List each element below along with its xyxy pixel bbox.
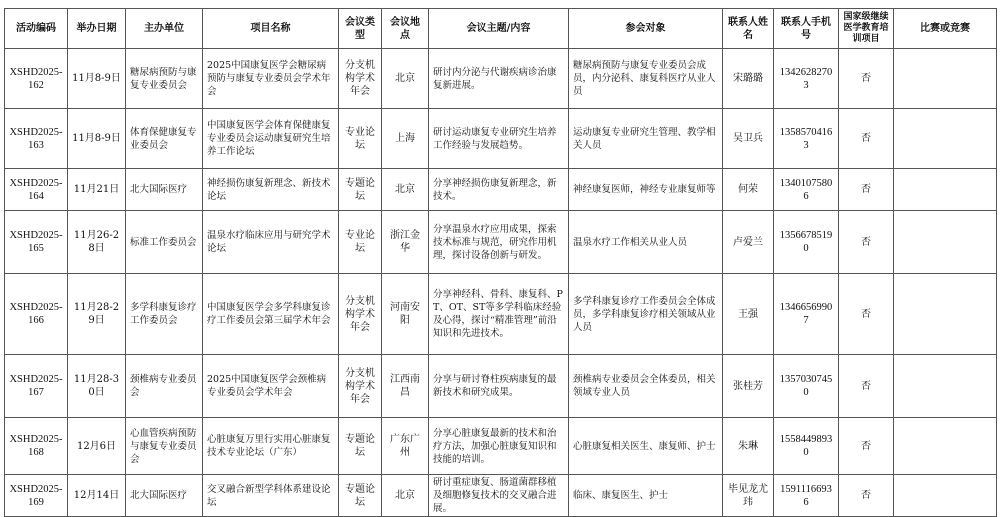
cell-audience: 颈椎病专业委员会全体委员，相关领域专业人员 <box>569 355 723 418</box>
cell-project: 中国康复医学会多学科康复诊疗工作委员会第三届学术年会 <box>203 274 339 355</box>
cell-competition <box>894 355 997 418</box>
cell-theme: 分享神经科、骨科、康复科、PT、OT、ST等多学科临床经验及心得，探讨“精准管理”前沿知识和先进技术。 <box>429 274 569 355</box>
cell-location: 北京 <box>382 169 429 211</box>
cell-date: 12月14日 <box>68 475 126 517</box>
cell-organizer: 多学科康复诊疗工作委员会 <box>126 274 203 355</box>
cell-national-cme: 否 <box>839 49 894 109</box>
table-row <box>5 418 997 475</box>
header-type: 会议类型 <box>339 9 382 49</box>
cell-theme: 分享心脏康复最新的技术和治疗方法，加强心脏康复知识和技能的培训。 <box>429 418 569 475</box>
cell-type: 专题论坛 <box>339 475 382 517</box>
cell-organizer: 北大国际医疗 <box>126 475 203 517</box>
cell-code: XSHD2025-167 <box>5 355 68 418</box>
cell-location: 江西南昌 <box>382 355 429 418</box>
cell-type: 专业论坛 <box>339 211 382 274</box>
cell-date: 11月21日 <box>68 169 126 211</box>
cell-theme: 分享与研讨脊柱疾病康复的最新技术和研究成果。 <box>429 355 569 418</box>
header-code: 活动编码 <box>5 9 68 49</box>
cell-date: 11月8-9日 <box>68 109 126 169</box>
table-row <box>5 274 997 355</box>
cell-type: 专题论坛 <box>339 169 382 211</box>
cell-national-cme: 否 <box>839 418 894 475</box>
cell-phone: 13401075806 <box>774 169 839 211</box>
cell-national-cme: 否 <box>839 475 894 517</box>
cell-date: 11月28-30日 <box>68 355 126 418</box>
cell-phone: 13566785190 <box>774 211 839 274</box>
cell-contact: 卢爱兰 <box>723 211 774 274</box>
cell-date: 11月26-28日 <box>68 211 126 274</box>
header-competition: 比赛或竞赛 <box>894 9 997 49</box>
cell-date: 11月8-9日 <box>68 49 126 109</box>
cell-project: 心脏康复万里行实用心脏康复技术专业论坛（广东） <box>203 418 339 475</box>
cell-type: 专题论坛 <box>339 418 382 475</box>
cell-code: XSHD2025-163 <box>5 109 68 169</box>
cell-phone: 13570307450 <box>774 355 839 418</box>
cell-theme: 研讨运动康复专业研究生培养工作经验与发展趋势。 <box>429 109 569 169</box>
cell-national-cme: 否 <box>839 211 894 274</box>
cell-organizer: 标准工作委员会 <box>126 211 203 274</box>
cell-contact: 何荣 <box>723 169 774 211</box>
cell-project: 温泉水疗临床应用与研究学术论坛 <box>203 211 339 274</box>
cell-competition <box>894 169 997 211</box>
table-row <box>5 355 997 418</box>
cell-national-cme: 否 <box>839 274 894 355</box>
header-date: 举办日期 <box>68 9 126 49</box>
cell-audience: 温泉水疗工作相关从业人员 <box>569 211 723 274</box>
cell-contact: 毕见龙尤玮 <box>723 475 774 517</box>
cell-competition <box>894 211 997 274</box>
cell-code: XSHD2025-162 <box>5 49 68 109</box>
table-row <box>5 109 997 169</box>
table-row <box>5 475 997 517</box>
header-phone: 联系人手机号 <box>774 9 839 49</box>
cell-national-cme: 否 <box>839 109 894 169</box>
cell-competition <box>894 274 997 355</box>
activity-table <box>4 8 997 517</box>
cell-organizer: 体育保健康复专业委员会 <box>126 109 203 169</box>
cell-phone: 13585704163 <box>774 109 839 169</box>
cell-code: XSHD2025-168 <box>5 418 68 475</box>
cell-competition <box>894 418 997 475</box>
cell-organizer: 糖尿病预防与康复专业委员会 <box>126 49 203 109</box>
cell-phone: 15911166936 <box>774 475 839 517</box>
cell-location: 浙江金华 <box>382 211 429 274</box>
cell-type: 分支机构学术年会 <box>339 49 382 109</box>
cell-contact: 张桂芳 <box>723 355 774 418</box>
cell-type: 专业论坛 <box>339 109 382 169</box>
cell-competition <box>894 49 997 109</box>
cell-location: 上海 <box>382 109 429 169</box>
cell-theme: 分享温泉水疗应用成果，探索技术标准与规范，研究作用机理，探讨设备创新与研发。 <box>429 211 569 274</box>
cell-location: 北京 <box>382 49 429 109</box>
cell-code: XSHD2025-165 <box>5 211 68 274</box>
header-theme: 会议主题/内容 <box>429 9 569 49</box>
cell-phone: 15584498930 <box>774 418 839 475</box>
cell-phone: 13426282703 <box>774 49 839 109</box>
cell-national-cme: 否 <box>839 169 894 211</box>
cell-organizer: 北大国际医疗 <box>126 169 203 211</box>
cell-contact: 吴卫兵 <box>723 109 774 169</box>
cell-type: 分支机构学术年会 <box>339 274 382 355</box>
cell-organizer: 颈椎病专业委员会 <box>126 355 203 418</box>
cell-project: 2025中国康复医学会糖尿病预防与康复专业委员会学术年会 <box>203 49 339 109</box>
cell-project: 2025中国康复医学会颈椎病专业委员会学术年会 <box>203 355 339 418</box>
cell-project: 交叉融合新型学科体系建设论坛 <box>203 475 339 517</box>
cell-code: XSHD2025-166 <box>5 274 68 355</box>
header-location: 会议地点 <box>382 9 429 49</box>
cell-date: 12月6日 <box>68 418 126 475</box>
cell-phone: 13466569907 <box>774 274 839 355</box>
cell-type: 分支机构学术年会 <box>339 355 382 418</box>
cell-audience: 糖尿病预防与康复专业委员会成员，内分泌科、康复科医疗从业人员 <box>569 49 723 109</box>
cell-audience: 心脏康复相关医生、康复师、护士 <box>569 418 723 475</box>
cell-location: 广东广州 <box>382 418 429 475</box>
table-row <box>5 211 997 274</box>
header-contact: 联系人姓名 <box>723 9 774 49</box>
cell-competition <box>894 109 997 169</box>
table-row <box>5 169 997 211</box>
cell-location: 北京 <box>382 475 429 517</box>
cell-audience: 神经康复医师，神经专业康复师等 <box>569 169 723 211</box>
cell-audience: 临床、康复医生、护士 <box>569 475 723 517</box>
header-project: 项目名称 <box>203 9 339 49</box>
cell-audience: 多学科康复诊疗工作委员会全体成员，多学科康复诊疗相关领域从业人员 <box>569 274 723 355</box>
cell-contact: 朱琳 <box>723 418 774 475</box>
header-national-cme: 国家级继续医学教育培训项目 <box>839 9 894 49</box>
cell-theme: 研讨重症康复、肠道菌群移植及细胞修复技术的交叉融合进展。 <box>429 475 569 517</box>
cell-location: 河南安阳 <box>382 274 429 355</box>
header-row <box>5 9 997 49</box>
table-row <box>5 49 997 109</box>
cell-theme: 分享神经损伤康复新理念，新技术。 <box>429 169 569 211</box>
cell-national-cme: 否 <box>839 355 894 418</box>
cell-project: 中国康复医学会体育保健康复专业委员会运动康复研究生培养工作论坛 <box>203 109 339 169</box>
cell-organizer: 心血管疾病预防与康复专业委员会 <box>126 418 203 475</box>
cell-contact: 王强 <box>723 274 774 355</box>
cell-date: 11月28-29日 <box>68 274 126 355</box>
header-audience: 参会对象 <box>569 9 723 49</box>
cell-competition <box>894 475 997 517</box>
cell-project: 神经损伤康复新理念、新技术论坛 <box>203 169 339 211</box>
cell-contact: 宋璐璐 <box>723 49 774 109</box>
cell-code: XSHD2025-164 <box>5 169 68 211</box>
cell-code: XSHD2025-169 <box>5 475 68 517</box>
header-organizer: 主办单位 <box>126 9 203 49</box>
cell-theme: 研讨内分泌与代谢疾病诊治康复新进展。 <box>429 49 569 109</box>
cell-audience: 运动康复专业研究生管理、教学相关人员 <box>569 109 723 169</box>
